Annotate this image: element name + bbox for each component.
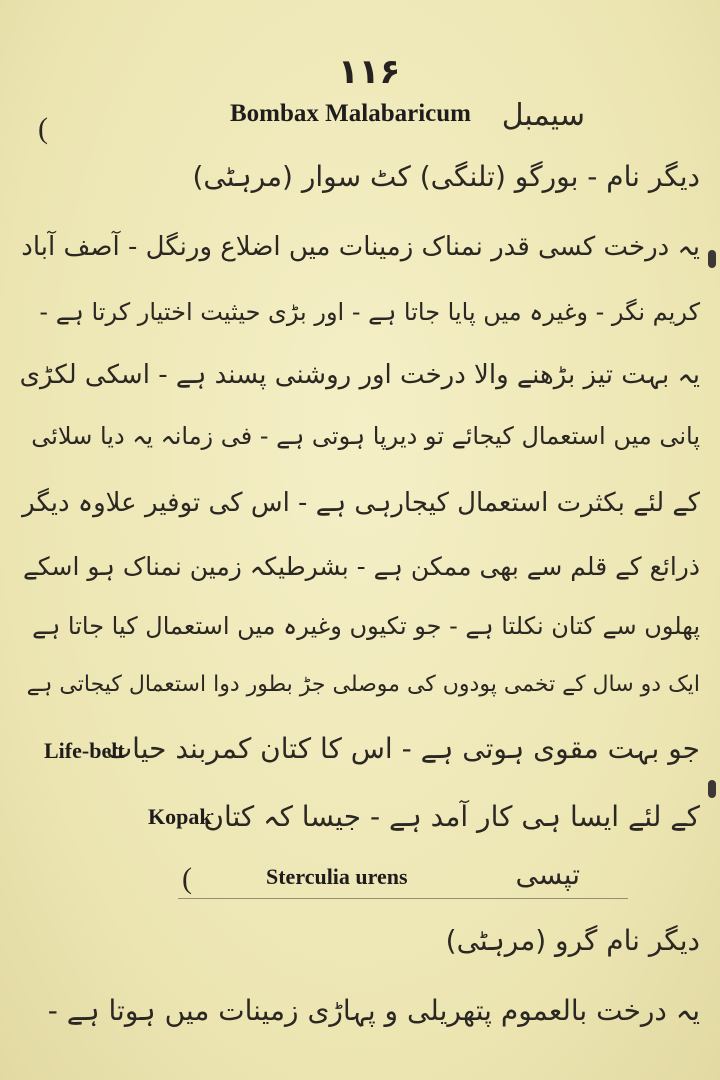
entry1-line-10: کے لئے ایسا ہی کار آمد ہے - جیسا کہ کتان — [203, 800, 700, 833]
margin-mark — [708, 250, 716, 268]
entry1-line-8: ایک دو سال کے تخمی پودوں کی موصلی جڑ بطور دوا استعمال کیجاتی ہے — [26, 672, 700, 697]
entry1-urdu-name: سیمبل — [501, 98, 585, 133]
entry1-line-1: یہ درخت کسی قدر نمناک زمینات میں اضلاع ورنگل - آصف آباد — [21, 232, 700, 262]
entry2-other-names: دیگر نام گرو (مرہٹی) — [445, 924, 700, 957]
entry2-latin-name: Sterculia urens — [266, 864, 408, 889]
life-belt-term: Life-belt — [44, 738, 125, 763]
open-paren: ( — [38, 112, 48, 145]
entry1-line-4: پانی میں استعمال کیجائے تو دیرپا ہوتی ہے - فی زمانہ یہ دیا سلائی — [31, 422, 700, 450]
entry1-line-6: ذرائع کے قلم سے بھی ممکن ہے - بشرطیکہ زمین نمناک ہو اسکے — [23, 552, 700, 581]
entry1-line-3: یہ بہت تیز بڑھنے والا درخت اور روشنی پسند ہے - اسکی لکڑی — [19, 360, 700, 390]
entry1-line-2: کریم نگر - وغیرہ میں پایا جاتا ہے - اور بڑی حیثیت اختیار کرتا ہے - — [39, 298, 700, 326]
entry1-line-7: پھلوں سے کتان نکلتا ہے - جو تکیوں وغیرہ میں استعمال کیا جاتا ہے — [32, 612, 700, 640]
entry2-urdu-name: تپسی — [515, 858, 580, 891]
section-divider — [178, 898, 628, 899]
page-number: ۱۱۶ — [338, 52, 401, 92]
kopak-term: Kopak — [148, 804, 212, 829]
entry1-other-names: دیگر نام - بورگو (تلنگی) کٹ سوار (مرہٹی) — [192, 160, 700, 193]
entry1-line-9: جو بہت مقوی ہوتی ہے - اس کا کتان کمربند حیات — [105, 732, 700, 765]
entry2-line-1: یہ درخت بالعموم پتھریلی و پہاڑی زمینات میں ہوتا ہے - — [47, 994, 700, 1027]
entry1-latin-name: Bombax Malabaricum — [230, 100, 471, 127]
entry1-line-5: کے لئے بکثرت استعمال کیجارہی ہے - اس کی توفیر علاوہ دیگر — [22, 488, 700, 518]
margin-mark — [708, 780, 716, 798]
open-paren-2: ( — [182, 862, 192, 895]
